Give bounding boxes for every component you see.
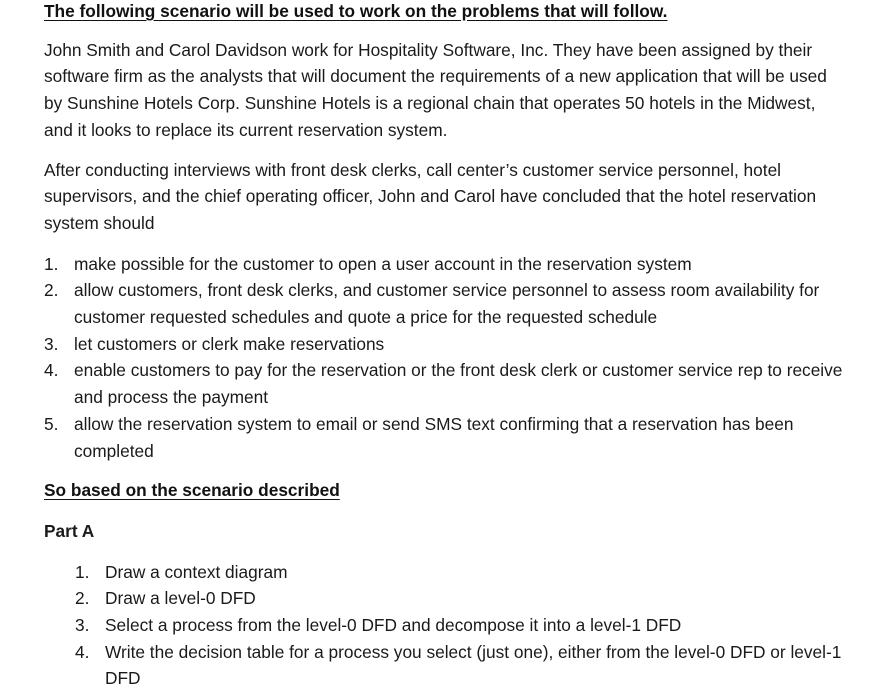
list-number: 3. (75, 615, 90, 636)
list-item (75, 639, 844, 692)
requirements-list (44, 251, 844, 465)
scenario-paragraph-2: After conducting interviews with front desk clerks, call center’s customer service personnel, hotel supervisors, and the chief operating officer, John and Carol have concluded that the hotel reservation system should (44, 159, 817, 233)
list-item (75, 612, 844, 639)
tasks-list (44, 559, 844, 693)
list-item-text: make possible for the customer to open a user account in the reservation system (74, 253, 692, 274)
list-item (44, 277, 844, 330)
list-number: 4. (44, 360, 59, 381)
list-item (44, 251, 844, 278)
based-on-scenario-heading: So based on the scenario described (44, 480, 340, 501)
list-item (75, 559, 844, 586)
list-item (75, 585, 844, 612)
list-item-text: Draw a level-0 DFD (105, 588, 256, 609)
list-number: 2. (44, 280, 59, 301)
document (44, 0, 844, 692)
list-item (44, 411, 844, 464)
list-item-text: Draw a context diagram (105, 561, 288, 582)
list-item-text: enable customers to pay for the reservation or the front desk clerk or customer service rep to receive and process the payment (74, 360, 843, 408)
list-number: 3. (44, 333, 59, 354)
list-item-text: Write the decision table for a process you select (just one), either from the level-0 DFD or level-1 DFD (105, 641, 842, 689)
list-number: 1. (44, 253, 59, 274)
list-item (44, 331, 844, 358)
list-item-text: allow the reservation system to email or send SMS text confirming that a reservation has been completed (74, 413, 794, 461)
list-item (44, 357, 844, 410)
list-item-text: allow customers, front desk clerks, and customer service personnel to assess room availability for customer requested schedules and quote a price for the requested schedule (74, 280, 820, 328)
scenario-heading: The following scenario will be used to work on the problems that will follow. (44, 1, 668, 21)
part-a-label: Part A (44, 520, 95, 541)
list-number: 1. (75, 561, 90, 582)
list-item-text: Select a process from the level-0 DFD and decompose it into a level-1 DFD (105, 615, 682, 636)
scenario-paragraph-1: John Smith and Carol Davidson work for Hospitality Software, Inc. They have been assigned by their software firm as the analysts that will document the requirements of a new application that will be used by Sunshine Hotels Corp. Sunshine Hotels is a regional chain that operates 50 hotels in the Midwest, and it looks to replace its current reservation system. (44, 39, 827, 140)
list-item-text: let customers or clerk make reservations (74, 333, 385, 354)
list-number: 2. (75, 588, 90, 609)
list-number: 5. (44, 413, 59, 434)
list-number: 4. (75, 641, 90, 662)
